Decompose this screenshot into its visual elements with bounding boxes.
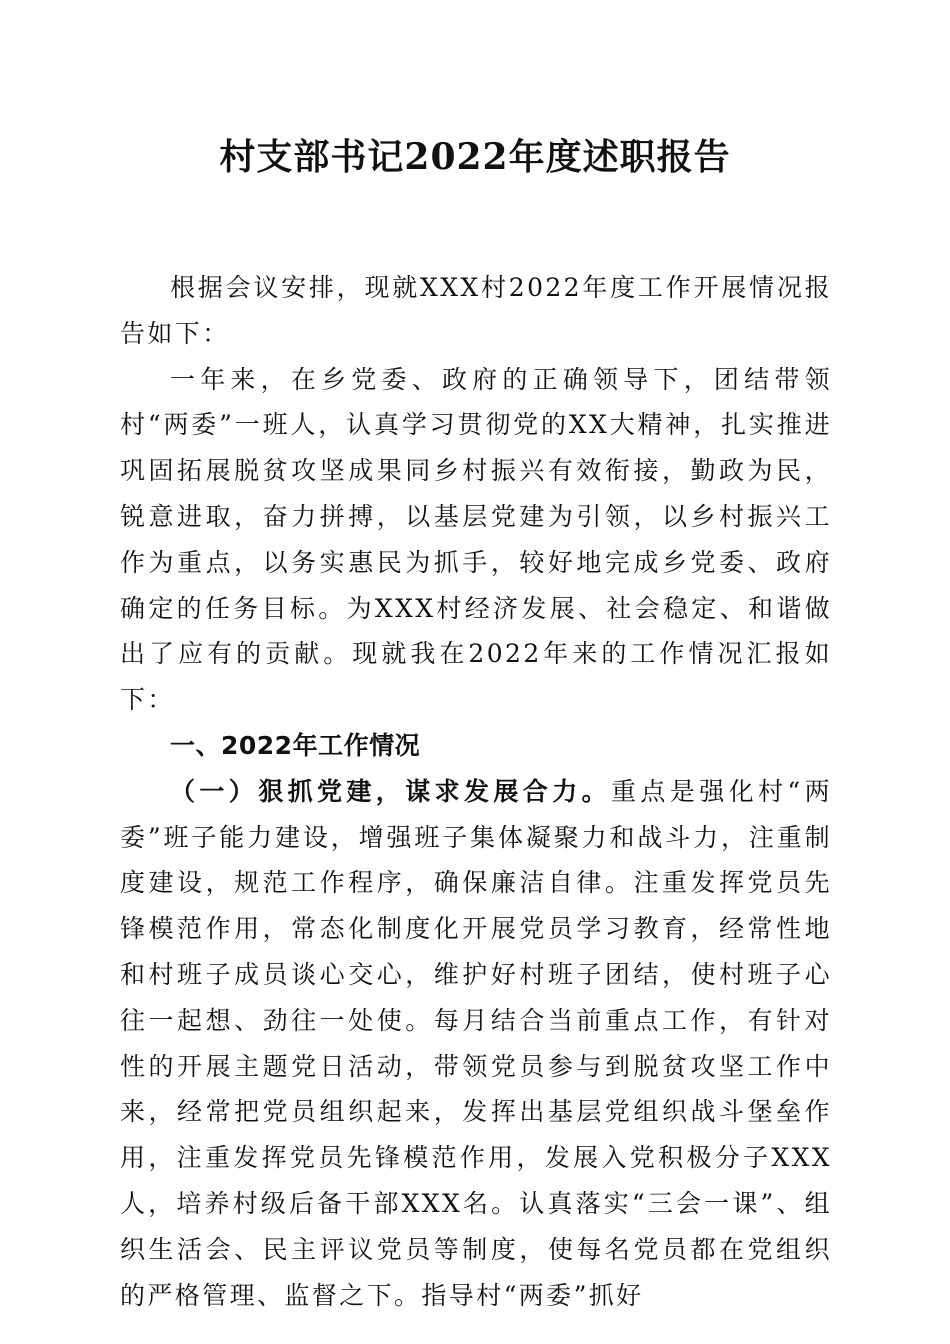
section-heading: 一、2022年工作情况: [170, 730, 421, 760]
document-title: 村支部书记2022年度述职报告: [219, 136, 731, 178]
section-item-text: 重点是强化村“两委”班子能力建设，增强班子集体凝聚力和战斗力，注重制度建设，规范工作程序，确保廉洁自律。注重发挥党员先锋模范作用，常态化制度化开展党员学习教育，经常性地和村班子成员谈心交心，维护好村班子团结，使村班子心往一起想、劲往一处使。每月结合当前重点工作，有针对性的开展主题党日活动，带领党员参与到脱贫攻坚工作中来，经常把党员组织起来，发挥出基层党组织战斗堡垒作用，注重发挥党员先锋模范作用，发展入党积极分子XXX人，培养村级后备干部XXX名。认真落实“三会一课”、组织生活会、民主评议党员等制度，使每名党员都在党组织的严格管理、监督之下。指导村“两委”抓好: [120, 776, 832, 1310]
document-body: [120, 265, 832, 1318]
intro-paragraph: 根据会议安排，现就XXX村2022年度工作开展情况报告如下：: [120, 273, 832, 348]
overview-paragraph: 一年来，在乡党委、政府的正确领导下，团结带领村“两委”一班人，认真学习贯彻党的XX大精神，扎实推进巩固拓展脱贫攻坚成果同乡村振兴有效衔接，勤政为民，锐意进取，奋力拼搏，以基层党建为引领，以乡村振兴工作为重点，以务实惠民为抓手，较好地完成乡党委、政府确定的任务目标。为XXX村经济发展、社会稳定、和谐做出了应有的贡献。现就我在2022年来的工作情况汇报如下：: [120, 364, 832, 715]
section-item-paragraph: [120, 769, 832, 1319]
section-item-lead: （一）狠抓党建，谋求发展合力。: [170, 776, 612, 806]
